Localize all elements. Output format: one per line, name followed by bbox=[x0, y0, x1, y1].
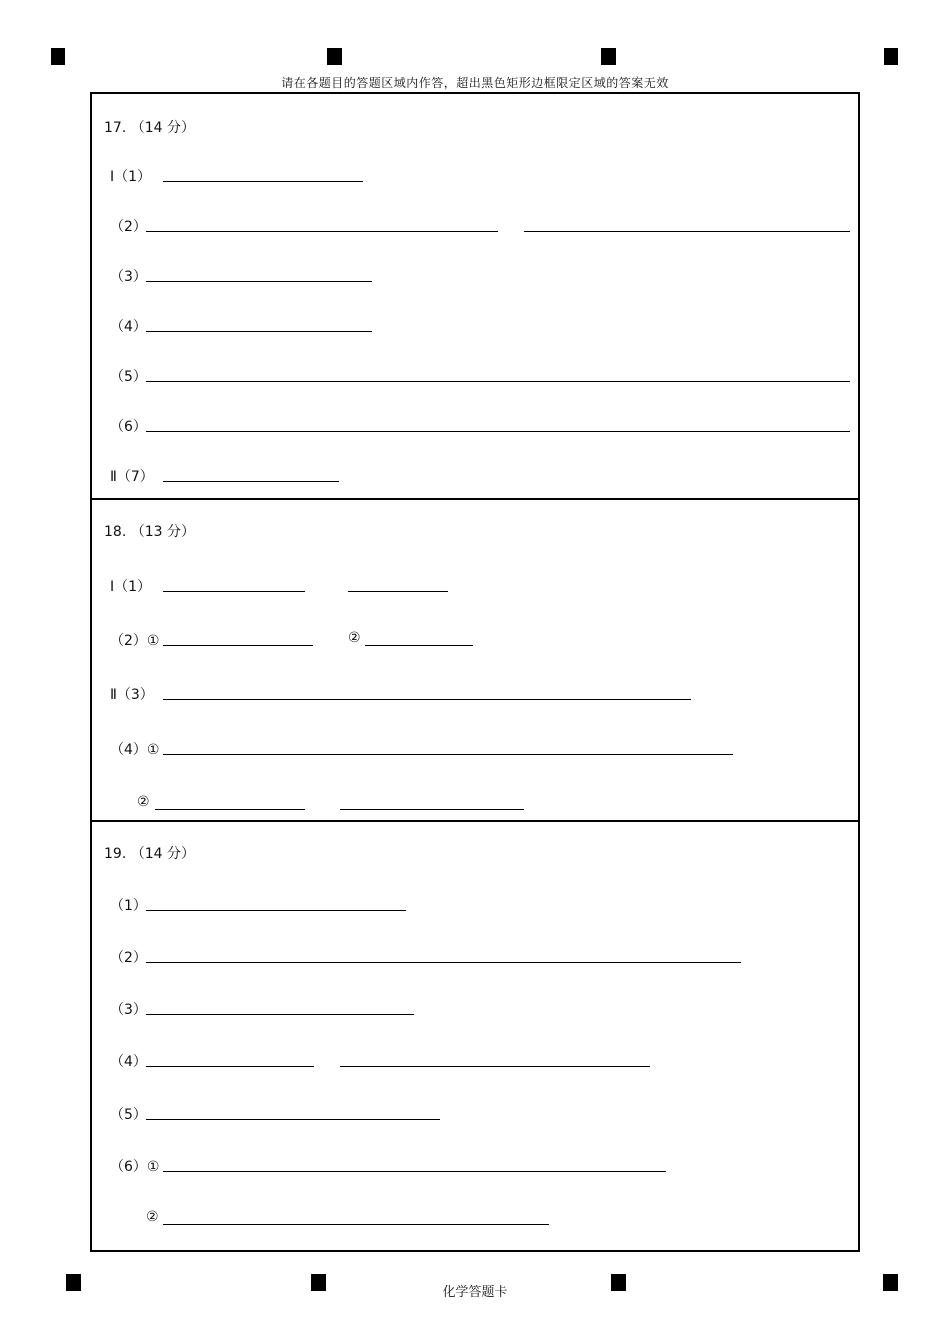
answer-line[interactable] bbox=[163, 699, 691, 700]
answer-line[interactable] bbox=[163, 481, 339, 482]
answer-label: Ⅰ（1） bbox=[110, 169, 152, 185]
answer-line[interactable] bbox=[146, 381, 850, 382]
answer-label: Ⅰ（1） bbox=[110, 579, 152, 595]
question-title: 19. （14 分） bbox=[104, 846, 195, 862]
answer-line[interactable] bbox=[340, 809, 524, 810]
answer-line[interactable] bbox=[146, 1066, 314, 1067]
answer-label: （4）① bbox=[110, 742, 160, 758]
answer-line[interactable] bbox=[146, 1014, 414, 1015]
answer-line[interactable] bbox=[146, 431, 850, 432]
answer-label: （6） bbox=[110, 419, 147, 435]
answer-line[interactable] bbox=[163, 645, 313, 646]
answer-line[interactable] bbox=[163, 1171, 666, 1172]
question-18-box bbox=[90, 498, 860, 822]
registration-mark bbox=[327, 48, 342, 65]
answer-label: Ⅱ（3） bbox=[110, 687, 154, 703]
answer-label: （3） bbox=[110, 269, 147, 285]
answer-label: ② bbox=[137, 794, 150, 810]
answer-line[interactable] bbox=[146, 1119, 440, 1120]
registration-mark bbox=[51, 48, 65, 65]
answer-line[interactable] bbox=[365, 645, 473, 646]
answer-line[interactable] bbox=[163, 591, 305, 592]
answer-label: （4） bbox=[110, 319, 147, 335]
answer-label: （5） bbox=[110, 1107, 147, 1123]
answer-label: ② bbox=[146, 1209, 159, 1225]
question-title: 17. （14 分） bbox=[104, 120, 195, 136]
answer-area-notice: 请在各题目的答题区域内作答，超出黑色矩形边框限定区域的答案无效 bbox=[281, 76, 669, 90]
answer-line[interactable] bbox=[348, 591, 448, 592]
answer-label: （2）① bbox=[110, 633, 160, 649]
answer-line[interactable] bbox=[146, 231, 498, 232]
answer-label: （2） bbox=[110, 219, 147, 235]
answer-line[interactable] bbox=[163, 1224, 549, 1225]
answer-line[interactable] bbox=[163, 754, 733, 755]
answer-label: ② bbox=[348, 630, 361, 646]
answer-label: Ⅱ（7） bbox=[110, 469, 154, 485]
registration-mark bbox=[601, 48, 616, 65]
answer-label: （3） bbox=[110, 1002, 147, 1018]
question-17-box bbox=[90, 92, 860, 500]
footer-title: 化学答题卡 bbox=[442, 1285, 508, 1300]
answer-line[interactable] bbox=[340, 1066, 650, 1067]
question-19-box bbox=[90, 820, 860, 1252]
answer-label: （6）① bbox=[110, 1159, 160, 1175]
answer-line[interactable] bbox=[146, 281, 372, 282]
answer-line[interactable] bbox=[146, 331, 372, 332]
answer-line[interactable] bbox=[163, 181, 363, 182]
answer-line[interactable] bbox=[146, 962, 741, 963]
question-title: 18. （13 分） bbox=[104, 524, 195, 540]
answer-label: （5） bbox=[110, 369, 147, 385]
answer-label: （2） bbox=[110, 950, 147, 966]
answer-label: （1） bbox=[110, 898, 147, 914]
answer-label: （4） bbox=[110, 1054, 147, 1070]
registration-mark bbox=[884, 48, 898, 65]
answer-line[interactable] bbox=[524, 231, 850, 232]
answer-line[interactable] bbox=[146, 910, 406, 911]
answer-line[interactable] bbox=[155, 809, 305, 810]
